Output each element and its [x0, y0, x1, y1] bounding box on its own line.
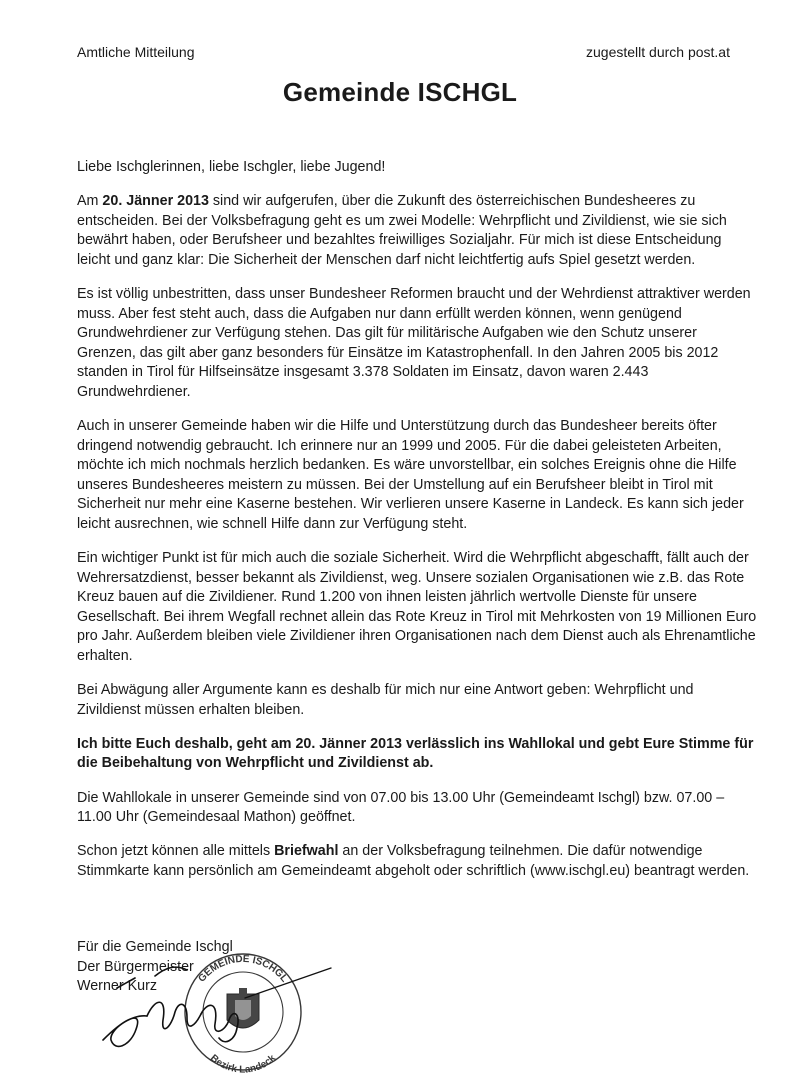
paragraph-postal-vote [77, 842, 757, 881]
paragraph-5: Bei Abwägung aller Argumente kann es deshalb für mich nur eine Antwort geben: Wehrpflicht und Zivildienst müssen erhalten bleiben. [77, 682, 694, 718]
coat-of-arms-icon [227, 988, 259, 1028]
seal-and-signature [95, 928, 335, 1078]
header-delivery-note: zugestellt durch post.at [586, 44, 730, 60]
official-seal-stamp [185, 954, 301, 1076]
paragraph-polling-hours: Die Wahllokale in unserer Gemeinde sind von 07.00 bis 13.00 Uhr (Gemeindeamt Ischgl) bzw. 07.00 – 11.00 Uhr (Gemeindesaal Mathon) geöffnet. [77, 789, 725, 826]
paragraph-1-post: sind wir aufgerufen, über die Zukunft des österreichischen Bundesheeres zu entscheiden. Bei der Volksbefragung geht es um zwei Modelle: Wehrpflicht und Zivildienst, wie sie sich bewährt haben, oder Berufsheer und bezahltes freiwilliges Sozialjahr. Für mich ist diese Entscheidung leicht und ganz klar: Die Sicherheit der Menschen darf nicht leichtfertig aufs Spiel gesetzt werden. [77, 193, 727, 268]
svg-text:Bezirk Landeck [208, 1052, 278, 1075]
paragraph-8-pre: Schon jetzt können alle mittels [77, 843, 275, 860]
paragraph-1-pre: Am [77, 193, 103, 210]
seal-top-text: GEMEINDE ISCHGL [196, 953, 290, 985]
signature-line-3: Werner Kurz [77, 978, 157, 995]
page-title: Gemeinde ISCHGL [282, 77, 518, 107]
paragraph-8-post: an der Volksbefragung teilnehmen. Die dafür notwendige Stimmkarte kann persönlich am Gemeindeamt abgeholt oder schriftlich (www.ischgl.eu) beantragt werden. [77, 843, 750, 879]
svg-text:GEMEINDE ISCHGL [196, 954, 289, 985]
paragraph-4: Ein wichtiger Punkt ist für mich auch die soziale Sicherheit. Wird die Wehrpflicht abgeschafft, fällt auch der Wehrersatzdienst, besser bekannt als Zivildienst, weg. Unsere sozialen Organisationen wie z.B. das Rote Kreuz bauen auf die Zivildiener. Rund 1.200 von ihnen leisten jährlich wertvolle Dienste für unsere Gesellschaft. Bei ihrem Wegfall rechnet allein das Rote Kreuz in Tirol mit Mehrkosten von 19 Millionen Euro pro Jahr. Außerdem bleiben viele Zivildiener ihren Organisationen nach dem Dienst auch als Ehrenamtliche erhalten. [77, 550, 757, 665]
paragraph-1-date: 20. Jänner 2013 [102, 193, 209, 210]
letter-body [77, 158, 757, 896]
signature-line-2: Der Bürgermeister [77, 958, 194, 975]
paragraph-8-briefwahl: Briefwahl [274, 843, 339, 860]
paragraph-appeal: Ich bitte Euch deshalb, geht am 20. Jänner 2013 verlässlich ins Wahllokal und gebt Eure Stimme für die Beibehaltung von Wehrpflicht und Zivildienst ab. [77, 735, 754, 772]
seal-bottom-text: Bezirk Landeck [207, 1052, 279, 1076]
signature-line-1: Für die Gemeinde Ischgl [77, 939, 233, 955]
header-official-notice: Amtliche Mitteilung [77, 44, 195, 60]
paragraph-2: Es ist völlig unbestritten, dass unser Bundesheer Reformen braucht und der Wehrdienst attraktiver werden muss. Aber fest steht auch, dass die Aufgaben nur dann erfüllt werden können, wenn genügend Grundwehrdiener zur Verfügung stehen. Das gilt für militärische Aufgaben wie den Schutz unserer Grenzen, das gilt aber ganz besonders für Einsätze im Katastrophenfall. In den Jahren 2005 bis 2012 standen in Tirol für Hilfseinsätze insgesamt 3.378 Soldaten im Einsatz, davon waren 2.443 Grundwehrdiener. [77, 285, 751, 400]
paragraph-1 [77, 192, 757, 270]
paragraph-3: Auch in unserer Gemeinde haben wir die Hilfe und Unterstützung durch das Bundesheer bereits öfter dringend notwendig gebraucht. Ich erinnere nur an 1999 und 2005. Für die dabei geleisteten Arbeiten, möchte ich mich nochmals herzlich bedanken. Es wäre unvorstellbar, ein solches Ereignis ohne die Hilfe unseres Bundesheeres meistern zu müssen. Bei der Umstellung auf ein Berufsheer bleibt in Tirol mit Sicherheit nur mehr eine Kaserne bestehen. Wir verlieren unsere Kaserne in Landeck. Es kann sich jeder leicht ausrechnen, wie schnell Hilfe dann zur Verfügung steht. [77, 418, 744, 532]
greeting: Liebe Ischglerinnen, liebe Ischgler, liebe Jugend! [77, 159, 386, 175]
